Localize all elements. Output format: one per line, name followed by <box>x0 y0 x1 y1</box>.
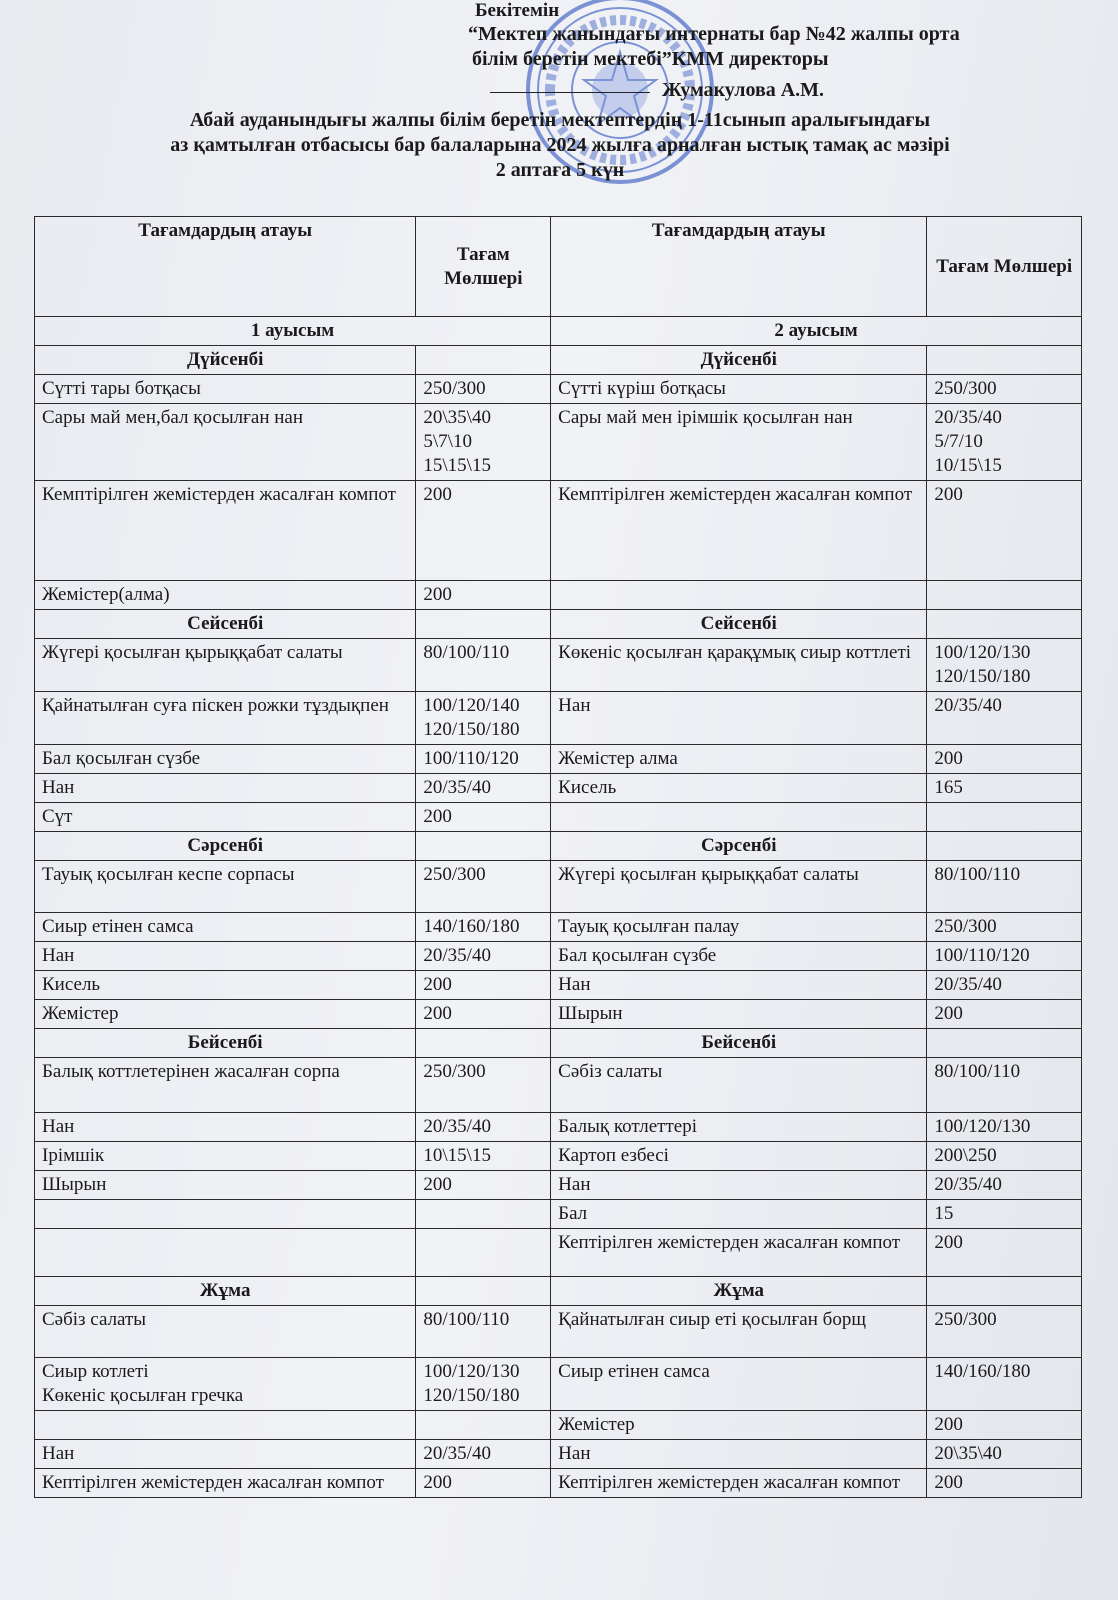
dish-amount-shift-1: 100/120/140 120/150/180 <box>416 692 551 745</box>
table-header-row <box>35 217 1082 317</box>
organization-name <box>468 22 1068 72</box>
dish-amount-shift-1: 80/100/110 <box>416 639 551 692</box>
dish-amount-shift-2: 15 <box>927 1200 1082 1229</box>
table-row <box>35 1113 1082 1142</box>
dish-name-shift-1: Сиыр котлеті Көкеніс қосылған гречка <box>35 1358 416 1411</box>
day-row <box>35 832 1082 861</box>
table-row <box>35 404 1082 481</box>
dish-amount-shift-1: 140/160/180 <box>416 913 551 942</box>
dish-name-shift-1: Ірімшік <box>35 1142 416 1171</box>
dish-name-shift-2: Сары май мен ірімшік қосылған нан <box>551 404 927 481</box>
day-label-shift-2: Сәрсенбі <box>551 832 927 861</box>
day-empty-cell <box>927 1277 1082 1306</box>
day-empty-cell <box>416 1277 551 1306</box>
dish-name-shift-2: Кемптірілген жемістерден жасалған компот <box>551 481 927 581</box>
dish-name-shift-2: Тауық қосылған палау <box>551 913 927 942</box>
dish-name-shift-1: Жүгері қосылған қырыққабат салаты <box>35 639 416 692</box>
dish-amount-shift-2: 200 <box>927 481 1082 581</box>
table-row <box>35 1358 1082 1411</box>
title-line-2: аз қамтылған отбасысы бар балаларына 2024 жылға арналған ыстық тамақ ас мәзірі <box>170 134 950 156</box>
dish-amount-shift-2: 250/300 <box>927 913 1082 942</box>
table-row <box>35 375 1082 404</box>
table-row <box>35 942 1082 971</box>
dish-name-shift-2: Қайнатылған сиыр еті қосылған борщ <box>551 1306 927 1358</box>
dish-name-shift-1: Сары май мен,бал қосылған нан <box>35 404 416 481</box>
dish-name-shift-2: Сүтті күріш ботқасы <box>551 375 927 404</box>
dish-name-shift-2: Кептірілген жемістерден жасалған компот <box>551 1469 927 1498</box>
dish-amount-shift-2: 80/100/110 <box>927 1058 1082 1113</box>
dish-name-shift-2: Сиыр етінен самса <box>551 1358 927 1411</box>
day-label-shift-2: Жұма <box>551 1277 927 1306</box>
day-label-shift-1: Жұма <box>35 1277 416 1306</box>
dish-name-shift-2: Шырын <box>551 1000 927 1029</box>
dish-amount-shift-1: 250/300 <box>416 375 551 404</box>
dish-name-shift-1: Кемптірілген жемістерден жасалған компот <box>35 481 416 581</box>
day-empty-cell <box>416 346 551 375</box>
dish-amount-shift-2: 200 <box>927 1229 1082 1277</box>
dish-name-shift-1: Нан <box>35 1440 416 1469</box>
dish-amount-shift-1: 200 <box>416 1171 551 1200</box>
dish-name-shift-1: Сәбіз салаты <box>35 1306 416 1358</box>
dish-amount-shift-2: 200 <box>927 1000 1082 1029</box>
dish-amount-shift-1: 20/35/40 <box>416 942 551 971</box>
dish-amount-shift-1 <box>416 1200 551 1229</box>
dish-name-shift-1: Сүт <box>35 803 416 832</box>
document-title <box>60 108 1060 183</box>
dish-name-shift-1: Кисель <box>35 971 416 1000</box>
day-empty-cell <box>927 832 1082 861</box>
dish-amount-shift-2: 200 <box>927 1411 1082 1440</box>
dish-name-shift-2: Картоп езбесі <box>551 1142 927 1171</box>
title-line-3: 2 аптаға 5 күн <box>495 159 625 181</box>
day-empty-cell <box>927 1029 1082 1058</box>
dish-amount-shift-1: 200 <box>416 481 551 581</box>
approve-label: Бекітемін <box>475 0 560 21</box>
table-row <box>35 1171 1082 1200</box>
day-label-shift-2: Бейсенбі <box>551 1029 927 1058</box>
dish-name-shift-1 <box>35 1200 416 1229</box>
dish-amount-shift-1: 10\15\15 <box>416 1142 551 1171</box>
dish-name-shift-1: Бал қосылған сүзбе <box>35 745 416 774</box>
dish-name-shift-1: Нан <box>35 774 416 803</box>
table-row <box>35 1058 1082 1113</box>
dish-amount-shift-1 <box>416 1229 551 1277</box>
dish-name-shift-1: Қайнатылған суға піскен рожки тұздықпен <box>35 692 416 745</box>
table-row <box>35 1229 1082 1277</box>
dish-amount-shift-1: 200 <box>416 581 551 610</box>
table-row <box>35 639 1082 692</box>
org-line-1: “Мектеп жанындағы интернаты бар №42 жалпы орта <box>468 23 960 45</box>
dish-name-shift-2: Нан <box>551 971 927 1000</box>
day-empty-cell <box>927 346 1082 375</box>
dish-amount-shift-2: 165 <box>927 774 1082 803</box>
title-line-1: Абай ауданындығы жалпы білім беретін мектептердің 1-11сынып аралығындағы <box>189 109 931 131</box>
day-empty-cell <box>416 610 551 639</box>
dish-name-shift-2: Нан <box>551 1440 927 1469</box>
dish-amount-shift-1: 20\35\40 5\7\10 15\15\15 <box>416 404 551 481</box>
day-empty-cell <box>416 1029 551 1058</box>
table-row <box>35 1000 1082 1029</box>
table-row <box>35 1440 1082 1469</box>
table-row <box>35 481 1082 581</box>
table-row <box>35 1306 1082 1358</box>
dish-amount-shift-1: 200 <box>416 1000 551 1029</box>
dish-name-shift-1 <box>35 1411 416 1440</box>
dish-amount-shift-1: 20/35/40 <box>416 774 551 803</box>
shift-2-label: 2 ауысым <box>551 317 1082 346</box>
dish-amount-shift-2 <box>927 581 1082 610</box>
dish-amount-shift-1: 20/35/40 <box>416 1113 551 1142</box>
dish-amount-shift-2: 100/120/130 <box>927 1113 1082 1142</box>
table-row <box>35 581 1082 610</box>
dish-name-shift-1: Балық коттлетерінен жасалған сорпа <box>35 1058 416 1113</box>
dish-name-shift-2: Балық котлеттері <box>551 1113 927 1142</box>
dish-amount-shift-2: 140/160/180 <box>927 1358 1082 1411</box>
dish-name-shift-2 <box>551 803 927 832</box>
table-row <box>35 1200 1082 1229</box>
dish-amount-shift-1: 100/110/120 <box>416 745 551 774</box>
dish-amount-shift-2: 200 <box>927 1469 1082 1498</box>
dish-name-shift-2: Жүгері қосылған қырыққабат салаты <box>551 861 927 913</box>
dish-name-shift-1: Жемістер <box>35 1000 416 1029</box>
table-row <box>35 861 1082 913</box>
dish-amount-shift-2: 100/110/120 <box>927 942 1082 971</box>
dish-amount-shift-2: 20/35/40 <box>927 971 1082 1000</box>
dish-amount-shift-2: 250/300 <box>927 1306 1082 1358</box>
menu-table <box>34 216 1082 1498</box>
dish-name-shift-2: Жемістер алма <box>551 745 927 774</box>
dish-amount-shift-2: 20/35/40 <box>927 1171 1082 1200</box>
col-header-name-1: Тағамдардың атауы <box>35 217 416 317</box>
dish-amount-shift-1: 200 <box>416 803 551 832</box>
day-label-shift-1: Дүйсенбі <box>35 346 416 375</box>
dish-name-shift-2 <box>551 581 927 610</box>
table-row <box>35 1411 1082 1440</box>
dish-amount-shift-1: 100/120/130 120/150/180 <box>416 1358 551 1411</box>
dish-name-shift-1 <box>35 1229 416 1277</box>
dish-name-shift-1: Шырын <box>35 1171 416 1200</box>
dish-name-shift-1: Кептірілген жемістерден жасалған компот <box>35 1469 416 1498</box>
col-header-name-2: Тағамдардың атауы <box>551 217 927 317</box>
dish-amount-shift-2 <box>927 803 1082 832</box>
table-row <box>35 913 1082 942</box>
approval-header <box>0 0 1118 215</box>
day-empty-cell <box>416 832 551 861</box>
dish-amount-shift-2: 20/35/40 5/7/10 10/15\15 <box>927 404 1082 481</box>
dish-name-shift-2: Кисель <box>551 774 927 803</box>
dish-name-shift-2: Көкеніс қосылған қарақұмық сиыр коттлеті <box>551 639 927 692</box>
dish-amount-shift-1: 80/100/110 <box>416 1306 551 1358</box>
day-row <box>35 610 1082 639</box>
org-line-2: білім беретін мектебі”КММ директоры <box>472 48 829 70</box>
dish-name-shift-1: Тауық қосылған кеспе сорпасы <box>35 861 416 913</box>
table-row <box>35 1142 1082 1171</box>
dish-name-shift-1: Жемістер(алма) <box>35 581 416 610</box>
signature-line <box>490 92 650 93</box>
day-empty-cell <box>927 610 1082 639</box>
dish-amount-shift-1: 20/35/40 <box>416 1440 551 1469</box>
dish-name-shift-2: Сәбіз салаты <box>551 1058 927 1113</box>
dish-amount-shift-2: 250/300 <box>927 375 1082 404</box>
dish-name-shift-1: Нан <box>35 1113 416 1142</box>
dish-amount-shift-2: 20\35\40 <box>927 1440 1082 1469</box>
col-header-amount-2: Тағам Мөлшері <box>927 217 1082 317</box>
day-label-shift-1: Сейсенбі <box>35 610 416 639</box>
dish-name-shift-1: Сиыр етінен самса <box>35 913 416 942</box>
dish-name-shift-2: Нан <box>551 1171 927 1200</box>
table-row <box>35 1469 1082 1498</box>
dish-amount-shift-1: 250/300 <box>416 1058 551 1113</box>
dish-amount-shift-1: 200 <box>416 1469 551 1498</box>
dish-amount-shift-2: 80/100/110 <box>927 861 1082 913</box>
dish-name-shift-2: Нан <box>551 692 927 745</box>
day-label-shift-1: Бейсенбі <box>35 1029 416 1058</box>
dish-name-shift-2: Кептірілген жемістерден жасалған компот <box>551 1229 927 1277</box>
table-row <box>35 971 1082 1000</box>
day-row <box>35 1277 1082 1306</box>
dish-amount-shift-1: 200 <box>416 971 551 1000</box>
dish-amount-shift-2: 20/35/40 <box>927 692 1082 745</box>
day-label-shift-1: Сәрсенбі <box>35 832 416 861</box>
table-row <box>35 803 1082 832</box>
dish-name-shift-1: Нан <box>35 942 416 971</box>
dish-amount-shift-2: 200\250 <box>927 1142 1082 1171</box>
dish-name-shift-2: Бал қосылған сүзбе <box>551 942 927 971</box>
table-row <box>35 692 1082 745</box>
col-header-amount-1: Тағам Мөлшері <box>416 217 551 317</box>
dish-amount-shift-2: 200 <box>927 745 1082 774</box>
dish-name-shift-1: Сүтті тары ботқасы <box>35 375 416 404</box>
dish-name-shift-2: Бал <box>551 1200 927 1229</box>
day-label-shift-2: Дүйсенбі <box>551 346 927 375</box>
table-row <box>35 774 1082 803</box>
dish-name-shift-2: Жемістер <box>551 1411 927 1440</box>
table-row <box>35 745 1082 774</box>
dish-amount-shift-1: 250/300 <box>416 861 551 913</box>
dish-amount-shift-2: 100/120/130 120/150/180 <box>927 639 1082 692</box>
shift-1-label: 1 ауысым <box>35 317 551 346</box>
dish-amount-shift-1 <box>416 1411 551 1440</box>
day-label-shift-2: Сейсенбі <box>551 610 927 639</box>
shift-row <box>35 317 1082 346</box>
director-name: Жумакулова А.М. <box>662 79 825 101</box>
day-row <box>35 346 1082 375</box>
day-row <box>35 1029 1082 1058</box>
